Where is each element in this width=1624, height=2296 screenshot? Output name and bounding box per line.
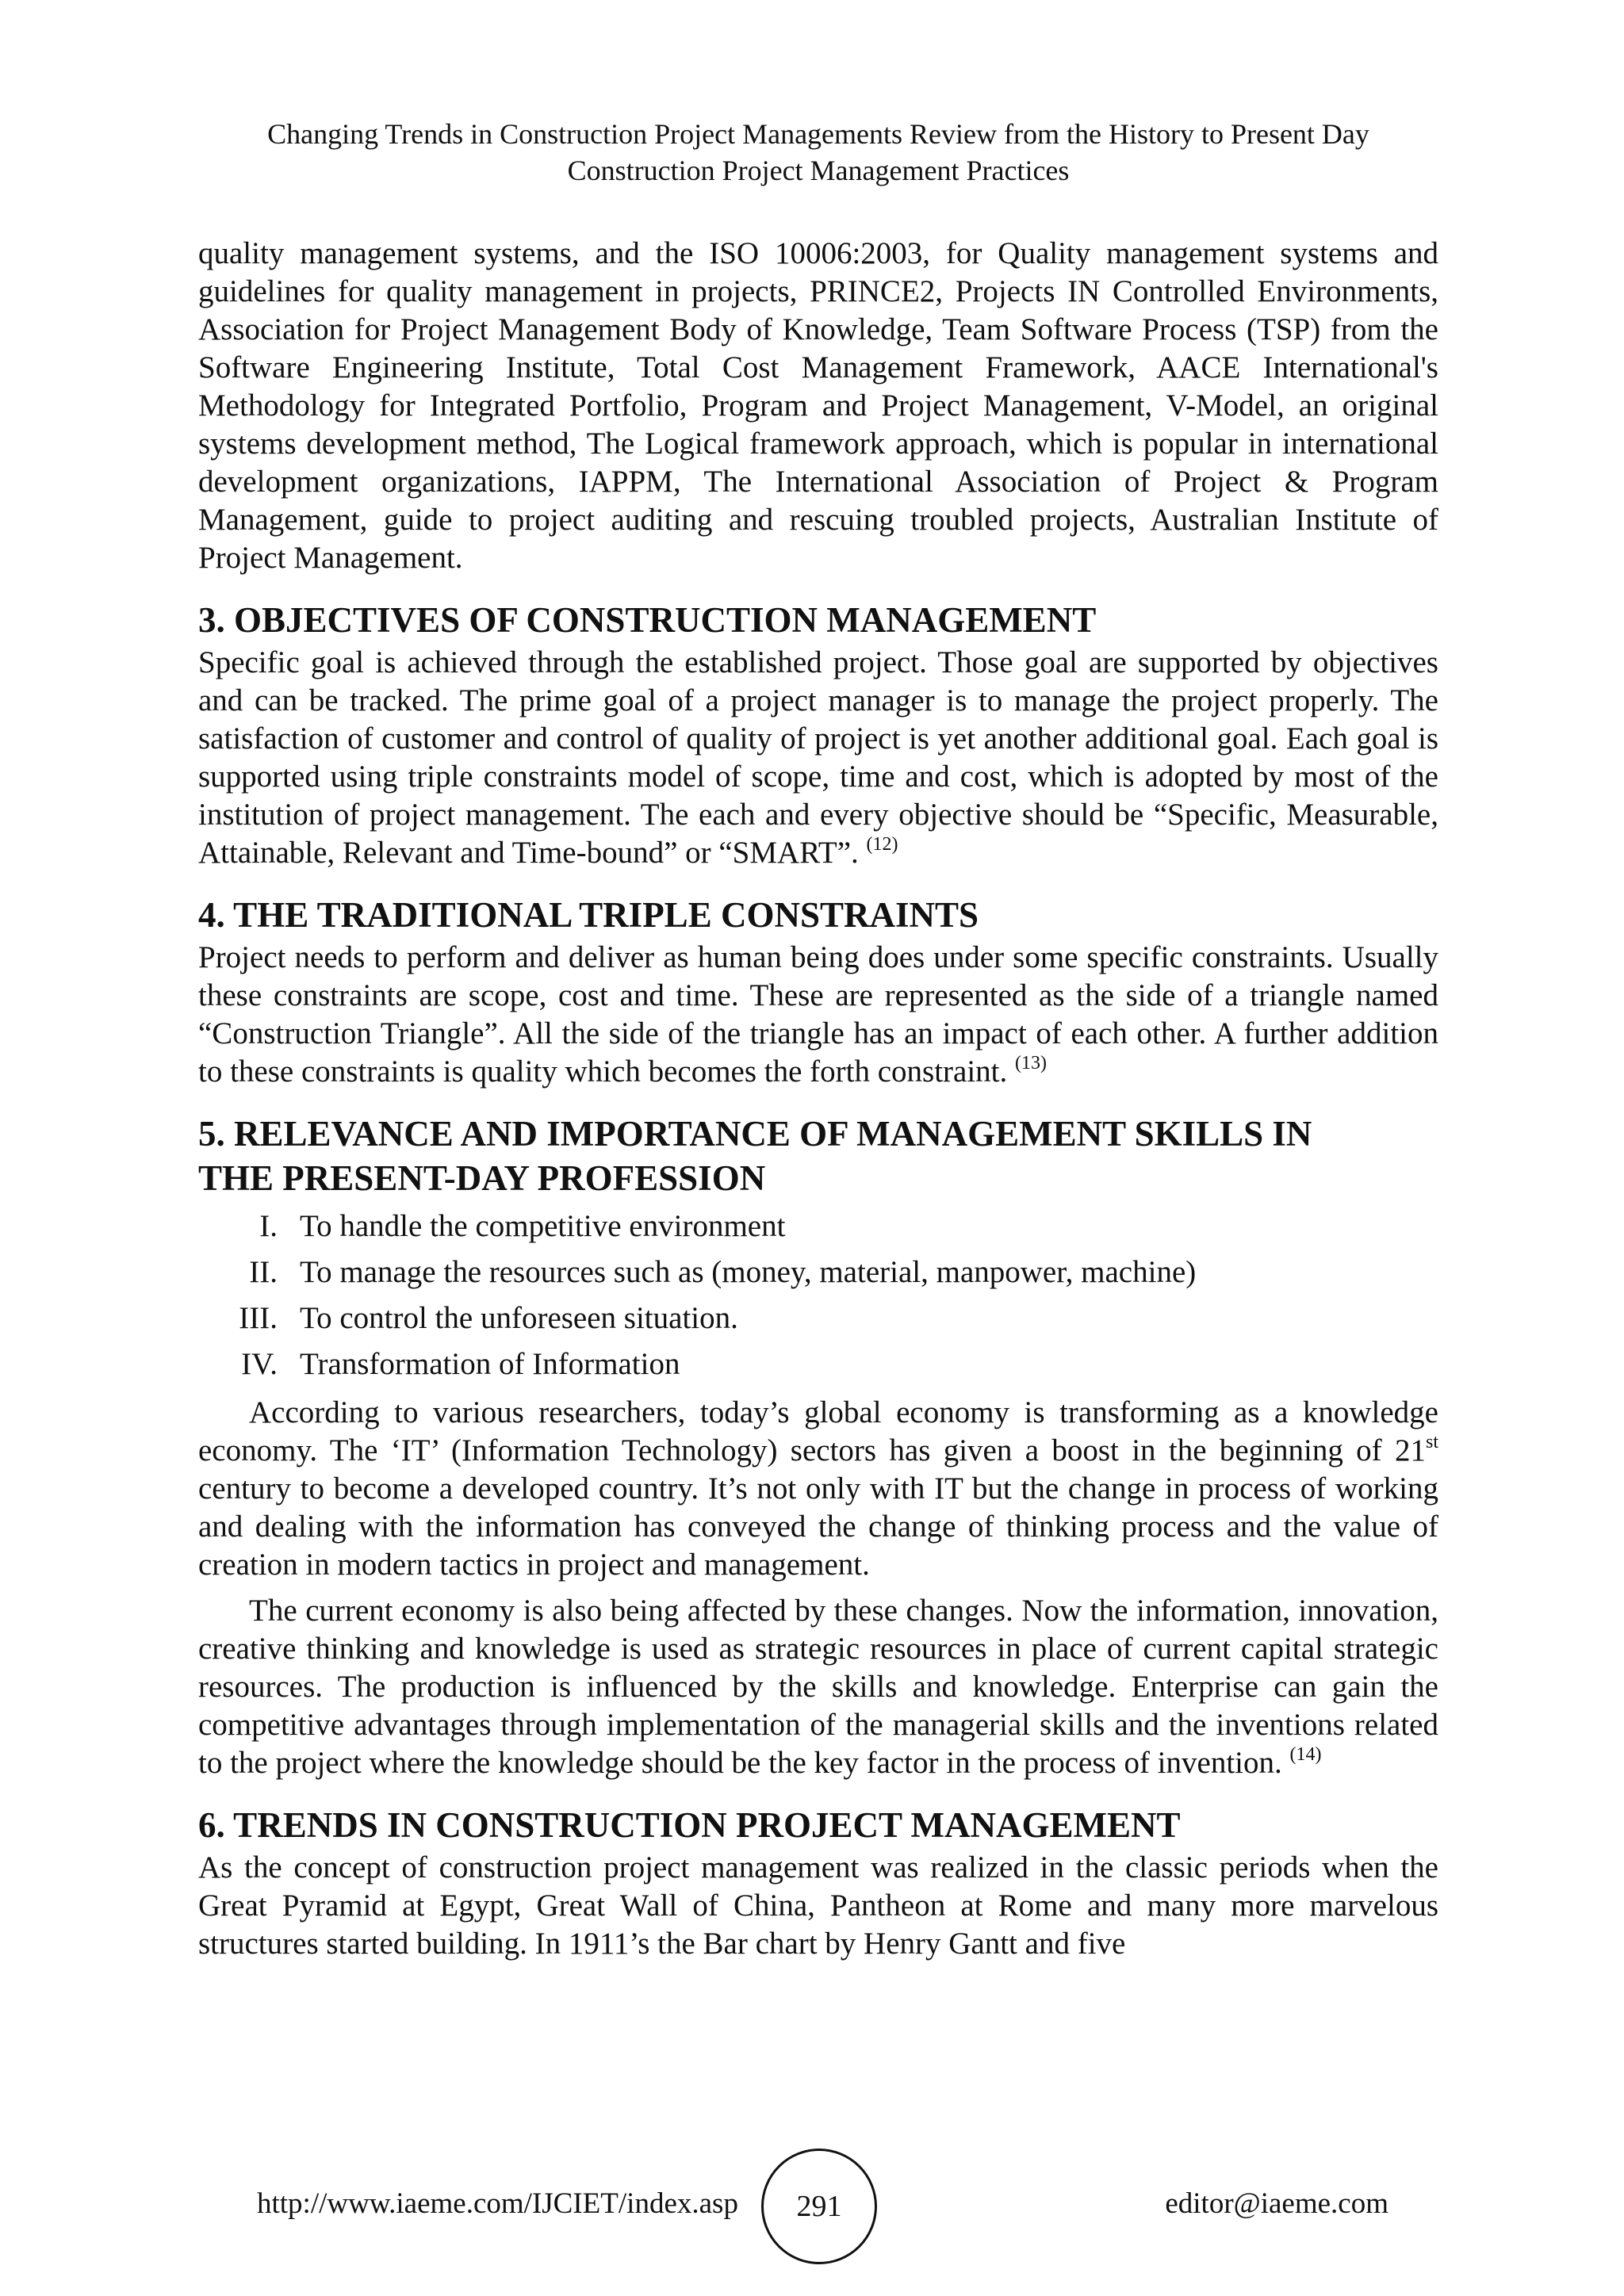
section-5-heading	[198, 1112, 1438, 1200]
section-3-heading: 3. OBJECTIVES OF CONSTRUCTION MANAGEMENT	[198, 600, 1097, 640]
section-3-text: Specific goal is achieved through the established project. Those goal are supported by objectives and can be tracked. The prime goal of a project manager is to manage the project properly. The satisfaction of customer and control of quality of project is yet another additional goal. Each goal is supported using triple constraints model of scope, time and cost, which is adopted by most of the institution of project management. The each and every objective should be “Specific, Measurable, Attainable, Relevant and Time-bound” or “SMART”.	[198, 645, 1438, 870]
list-item-text: To handle the competitive environment	[300, 1209, 786, 1243]
running-header-line2: Construction Project Management Practices	[567, 155, 1070, 186]
list-item-number: II.	[249, 1255, 278, 1289]
section-4-heading: 4. THE TRADITIONAL TRIPLE CONSTRAINTS	[198, 895, 979, 935]
article-body	[198, 235, 1438, 1963]
section-4	[198, 893, 1438, 1091]
skills-list	[198, 1203, 1438, 1387]
section-4-text: Project needs to perform and deliver as human being does under some specific constraints. Usually these constraints are scope, cost and time. These are represented as the side of a triangle named “Construction Triangle”. All the side of the triangle has an impact of each other. A further addition to these constraints is quality which becomes the forth constraint.	[198, 940, 1438, 1089]
list-item-text: Transformation of Information	[300, 1347, 680, 1381]
ordinal-suffix: st	[1425, 1432, 1438, 1452]
section-3-paragraph	[198, 644, 1438, 872]
section-6	[198, 1803, 1438, 1963]
running-header-line1: Changing Trends in Construction Project Managements Review from the History to Present Day	[267, 118, 1369, 150]
section-5-paragraph-1	[198, 1394, 1438, 1584]
reference-14: (14)	[1289, 1744, 1322, 1765]
section-3	[198, 598, 1438, 872]
section-5-heading-line1: 5. RELEVANCE AND IMPORTANCE OF MANAGEMENT SKILLS IN	[198, 1114, 1312, 1154]
page-number-circle	[761, 2149, 877, 2264]
list-item	[198, 1203, 1438, 1249]
section-6-heading: 6. TRENDS IN CONSTRUCTION PROJECT MANAGEMENT	[198, 1805, 1181, 1845]
list-item-number: IV.	[241, 1347, 278, 1381]
list-item	[198, 1295, 1438, 1341]
reference-13: (13)	[1015, 1053, 1047, 1073]
list-item	[198, 1341, 1438, 1387]
list-item-number: I.	[259, 1209, 278, 1243]
section-5-paragraph-1-text-b: century to become a developed country. It’s not only with IT but the change in process of working and dealing with the information has conveyed the change of thinking process and the value of creation in modern tactics in project and management.	[198, 1471, 1438, 1582]
list-item	[198, 1249, 1438, 1295]
list-item-text: To manage the resources such as (money, material, manpower, machine)	[300, 1255, 1197, 1289]
section-5-paragraph-2-text: The current economy is also being affected by these changes. Now the information, innovation, creative thinking and knowledge is used as strategic resources in place of current capital strategic resources. The production is influenced by the skills and knowledge. Enterprise can gain the competitive advantages through implementation of the managerial skills and the inventions related to the project where the knowledge should be the key factor in the process of invention.	[198, 1594, 1438, 1780]
section-5-paragraph-2	[198, 1592, 1438, 1782]
footer-email-link[interactable]: editor@iaeme.com	[1165, 2187, 1388, 2220]
footer-url-link[interactable]: http://www.iaeme.com/IJCIET/index.asp	[257, 2187, 738, 2220]
section-6-paragraph: As the concept of construction project management was realized in the classic periods when the Great Pyramid at Egypt, Great Wall of China, Pantheon at Rome and many more marvelous structures started building. In 1911’s the Bar chart by Henry Gantt and five	[198, 1850, 1438, 1961]
reference-12: (12)	[866, 834, 898, 855]
section-5-heading-line2: THE PRESENT-DAY PROFESSION	[198, 1158, 766, 1198]
section-5-paragraph-1-text-a: According to various researchers, today’s global economy is transforming as a knowledge economy. The ‘IT’ (Information Technology) sectors has given a boost in the beginning of 21	[198, 1395, 1438, 1468]
section-4-paragraph	[198, 939, 1438, 1091]
running-header	[198, 116, 1438, 189]
list-item-text: To control the unforeseen situation.	[300, 1301, 738, 1335]
intro-paragraph: quality management systems, and the ISO 10006:2003, for Quality management systems and guidelines for quality management in projects, PRINCE2, Projects IN Controlled Environments, Association for Project Management Body of Knowledge, Team Software Process (TSP) from the Software Engineering Institute, Total Cost Management Framework, AACE International's Methodology for Integrated Portfolio, Program and Project Management, V-Model, an original systems development method, The Logical framework approach, which is popular in international development organizations, IAPPM, The International Association of Project & Program Management, guide to project auditing and rescuing troubled projects, Australian Institute of Project Management.	[198, 236, 1438, 575]
page-footer	[198, 2149, 1438, 2252]
page-number: 291	[796, 2190, 842, 2223]
section-5	[198, 1112, 1438, 1782]
list-item-number: III.	[239, 1301, 278, 1335]
